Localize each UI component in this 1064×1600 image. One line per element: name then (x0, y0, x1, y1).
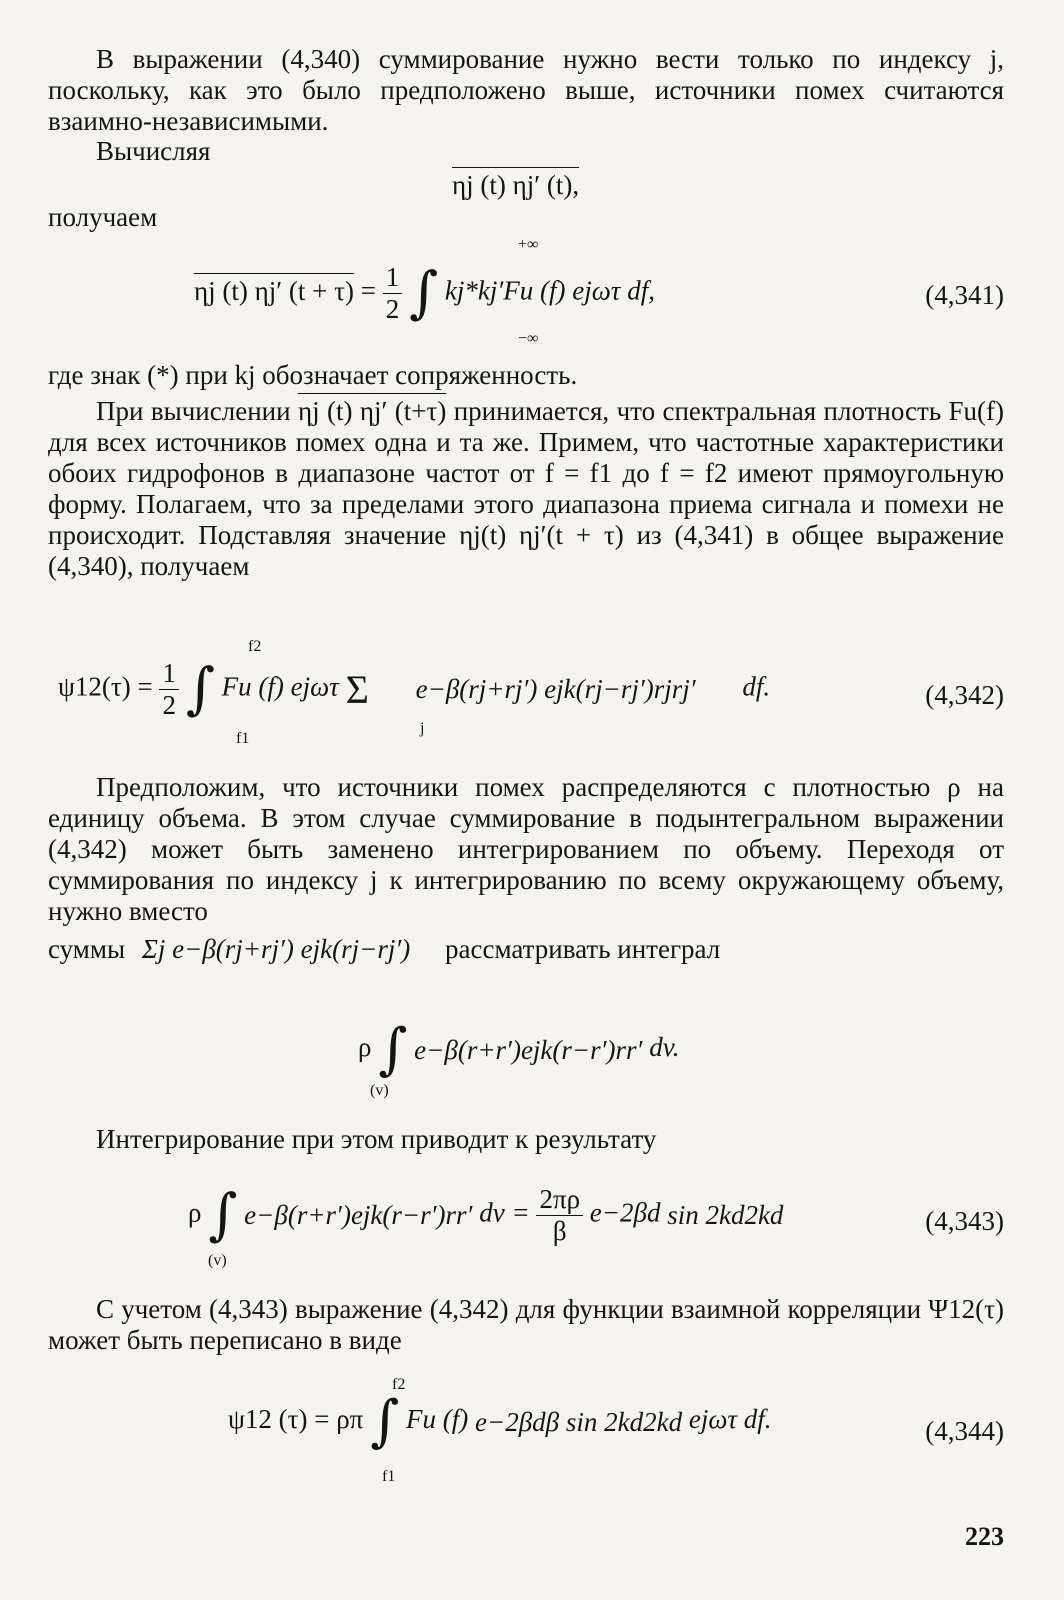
eq341-body: kj*kj′Fu (f) ejωτ df, (444, 275, 655, 306)
paragraph-7: суммы Σj e−β(rj+rj′) ejk(rj−rj′) рассматривать интеграл (48, 934, 721, 964)
paragraph-5: При вычислении ηj (t) ηj′ (t+τ) принимается, что спектральная плотность Fu(f) для всех источников помех одна и та же. Примем, что частотные характеристики обоих гидрофонов в диапазоне частот от f = f1 до f = f2 имеют прямоугольную форму. Полагаем, что за пределами этого диапазона приема сигнала и помехи не происходит. Подставляя значение ηj(t) ηj′(t + τ) из (4,341) в общее выражение (4,340), получаем (48, 396, 1004, 582)
equation-number-343: (4,343) (925, 1206, 1004, 1236)
equation-integral: (v) ρ ∫ e−β(r+r′)ejk(r−r′)rr′ dv. (358, 1017, 680, 1099)
equation-number-344: (4,344) (925, 1416, 1004, 1446)
equation-number-342: (4,342) (925, 680, 1004, 710)
page-number: 223 (965, 1522, 1004, 1551)
paragraph-3: получаем (48, 202, 158, 232)
paragraph-1: В выражении (4,340) суммирование нужно вести только по индексу j, поскольку, как это было предположено выше, источники помех считаются взаимно-независимыми. (48, 44, 1004, 136)
sum-expression: Σj e−β(rj+rj′) ejk(rj−rj′) (141, 934, 411, 964)
paragraph-6: Предположим, что источники помех распределяются с плотностью ρ на единицу объема. В этом случае суммирование в подынтегральном выражении (4,342) может быть заменено интегрированием по объему. Переходя от суммирования по индексу j к интегрированию по всему окружающему объему, нужно вместо (48, 772, 1004, 926)
equation-4-344: f2 f1 ψ12 (τ) = ρπ ∫ Fu (f) e−2βdβ sin 2kd2kd ejωτ df. (4,344) (228, 1376, 1004, 1485)
equation-4-341: +∞ −∞ ηj (t) ηj′ (t + τ) = $\frac{1}{2}$ ∫ kj*kj′Fu (f) ejωτ df, (4,341) (194, 236, 1004, 347)
eta-inline: ηj (t) ηj′ (t+τ) (298, 393, 446, 426)
equation-number-341: (4,341) (925, 280, 1004, 310)
paragraph-8: Интегрирование при этом приводит к результату (96, 1124, 657, 1154)
equation-4-342: f2 f1 j ψ12(τ) = $\frac{1}{2}$ ∫ Fu (f) ejωτ Σ e−β(rj+rj′) ejk(rj−rj′)rjrj′ df. (4,342) (58, 638, 1004, 747)
equation-4-343: (v) ρ ∫ e−β(r+r′)ejk(r−r′)rr′ dv = $\frac{2\pi\rho}{\beta}$ e−2βd sin 2kd2kd (4,343) (188, 1182, 1004, 1269)
paragraph-9: С учетом (4,343) выражение (4,342) для функции взаимной корреляции Ψ12(τ) может быть переписано в виде (48, 1294, 1004, 1355)
paragraph-4: где знак (*) при kj обозначает сопряженность. (48, 360, 578, 390)
eq341-lhs: ηj (t) ηj′ (t + τ) (194, 273, 354, 306)
paragraph-2: Вычисляя (96, 136, 211, 166)
equation-inline-eta: ηj (t) ηj′ (t), (452, 170, 579, 201)
